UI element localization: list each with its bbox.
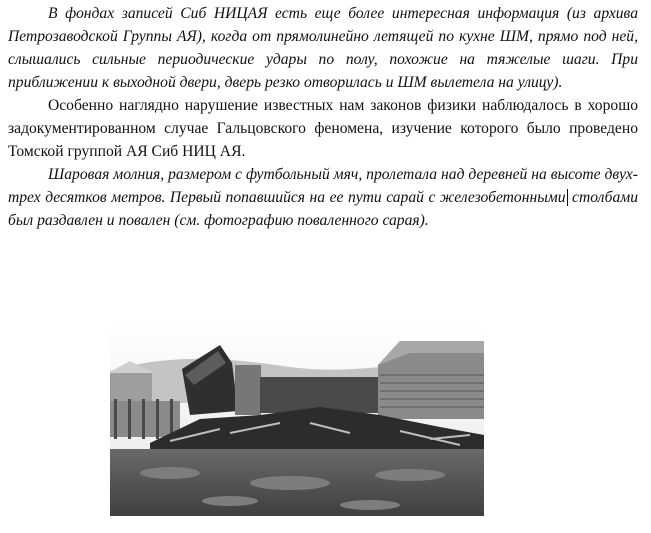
paragraph-3	[8, 163, 638, 232]
paragraph-1: В фондах записей Сиб НИЦАЯ есть еще более интересная информация (из архива Петрозаводской Группы АЯ), когда от прямолинейно летящей по кухне ШМ, прямо под ней, слышались сильные периодические удары по полу, похожие на тяжелые шаги. При приближении к выходной двери, дверь резко отворилась и ШМ вылетела на улицу).	[8, 5, 638, 91]
paragraph-3-part-1: Шаровая молния, размером с футбольный мяч, пролетала над деревней на высоте двух-трех десятков метров. Первый попавшийся на ее пути сарай с железобетонными	[8, 166, 638, 206]
body-text	[8, 2, 638, 232]
collapsed-shed-photo	[110, 323, 484, 516]
middle-shed	[235, 365, 261, 415]
paragraph-3-part-2: столбами был раздавлен и повален (см. фотографию поваленного сарая).	[8, 189, 638, 229]
paragraph-2: Особенно наглядно нарушение известных нам законов физики наблюдалось в хорошо задокументированном случае Гальцовского феномена, изучение которого было проведено Томской группой АЯ Сиб НИЦ АЯ.	[8, 97, 638, 160]
photo-illustration	[110, 323, 484, 516]
fence	[110, 399, 180, 439]
